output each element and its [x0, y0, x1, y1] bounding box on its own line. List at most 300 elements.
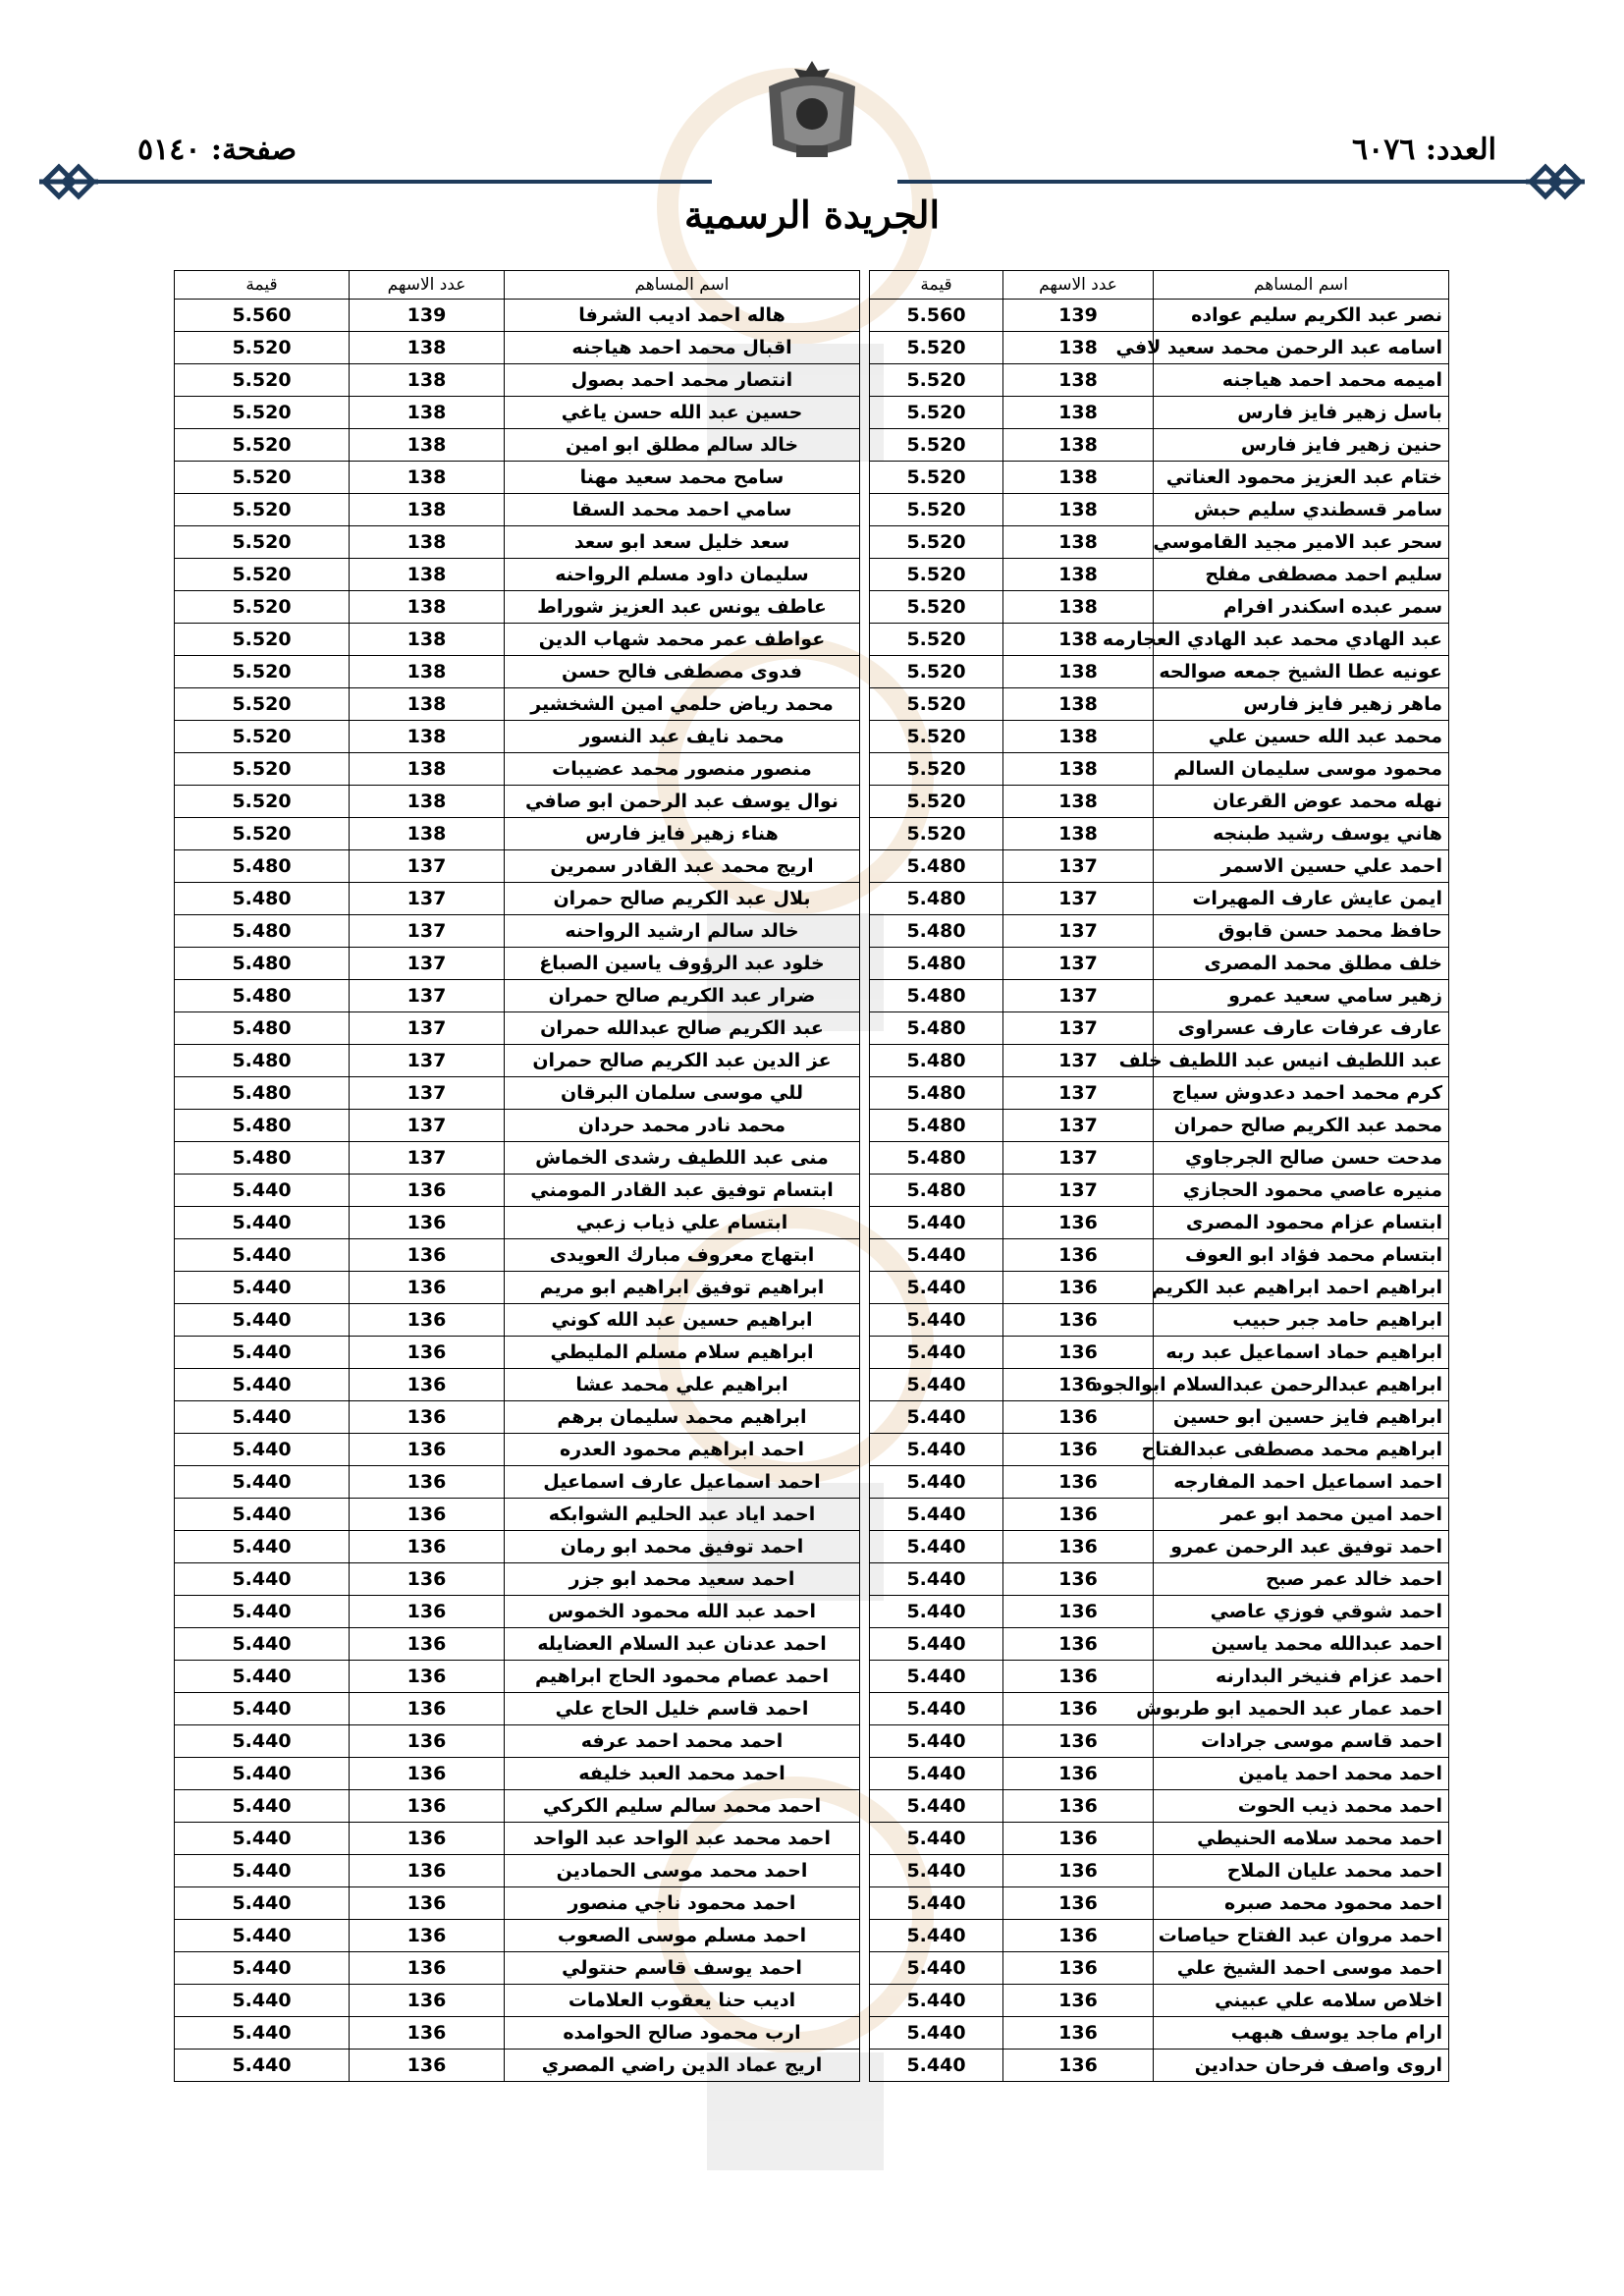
shareholder-name: حنين زهير فايز فارس [1154, 429, 1449, 462]
share-count: 136 [350, 1239, 505, 1272]
shareholder-name: احمد ابراهيم محمود العدره [505, 1434, 860, 1466]
share-count: 137 [350, 1012, 505, 1045]
share-value: 5.440 [175, 1790, 350, 1823]
shareholder-name: احمد محمود ناجي منصور [505, 1887, 860, 1920]
shareholder-name: نهله محمد عوض القرعان [1154, 786, 1449, 818]
share-count: 138 [350, 526, 505, 559]
share-value: 5.440 [870, 1434, 1003, 1466]
share-count: 137 [350, 850, 505, 883]
shareholder-name: احمد عدنان عبد السلام العضايله [505, 1628, 860, 1661]
share-value: 5.440 [870, 1272, 1003, 1304]
table-row [175, 2050, 1449, 2082]
share-count: 136 [1003, 1725, 1154, 1758]
share-count: 138 [1003, 397, 1154, 429]
share-count: 137 [1003, 1142, 1154, 1175]
share-count: 137 [1003, 915, 1154, 948]
table-row [175, 1725, 1449, 1758]
col-header-shares: عدد الاسهم [1003, 271, 1154, 300]
shareholder-name: احمد قاسم موسى جرادات [1154, 1725, 1449, 1758]
share-count: 136 [350, 1499, 505, 1531]
table-row [175, 1596, 1449, 1628]
shareholder-name: اريج عماد الدين راضي المصري [505, 2050, 860, 2082]
shareholder-name: احمد عمار عبد الحميد ابو طربوش [1154, 1693, 1449, 1725]
share-count: 138 [1003, 332, 1154, 364]
share-count: 136 [350, 1207, 505, 1239]
table-row [175, 1045, 1449, 1077]
table-row [175, 850, 1449, 883]
shareholder-name: محمود موسى سليمان السالم [1154, 753, 1449, 786]
share-value: 5.440 [870, 1401, 1003, 1434]
share-value: 5.440 [175, 1855, 350, 1887]
share-value: 5.480 [870, 1175, 1003, 1207]
shareholder-name: احمد محمد عبد الواحد عبد الواحد [505, 1823, 860, 1855]
share-value: 5.520 [175, 462, 350, 494]
shareholder-name: عز الدين عبد الكريم صالح حمران [505, 1045, 860, 1077]
share-value: 5.440 [870, 1758, 1003, 1790]
share-count: 136 [350, 1434, 505, 1466]
table-header-row [175, 271, 1449, 300]
share-value: 5.440 [175, 1985, 350, 2017]
share-count: 137 [350, 980, 505, 1012]
share-count: 136 [1003, 1369, 1154, 1401]
share-value: 5.480 [870, 915, 1003, 948]
share-count: 136 [1003, 2050, 1154, 2082]
share-value: 5.520 [870, 332, 1003, 364]
share-value: 5.440 [175, 1563, 350, 1596]
share-value: 5.520 [175, 559, 350, 591]
shareholders-table [174, 270, 1449, 2082]
share-count: 136 [350, 1985, 505, 2017]
share-value: 5.440 [870, 1725, 1003, 1758]
table-row [175, 1369, 1449, 1401]
share-count: 138 [350, 721, 505, 753]
shareholder-name: احمد محمد سالم سليم الكركي [505, 1790, 860, 1823]
shareholder-name: عبد الهادي محمد عبد الهادي العجارمه [1154, 624, 1449, 656]
share-count: 138 [350, 494, 505, 526]
share-count: 136 [350, 1758, 505, 1790]
share-count: 137 [1003, 1045, 1154, 1077]
share-count: 136 [1003, 1823, 1154, 1855]
shareholder-name: عواطف عمر محمد شهاب الدين [505, 624, 860, 656]
share-value: 5.520 [870, 591, 1003, 624]
shareholder-name: زهير سامي سعيد عمرو [1154, 980, 1449, 1012]
share-value: 5.440 [175, 1434, 350, 1466]
share-count: 138 [1003, 429, 1154, 462]
share-count: 138 [350, 786, 505, 818]
shareholder-name: ابراهيم سلام مسلم المليطي [505, 1337, 860, 1369]
shareholder-name: احمد مسلم موسى الصعوب [505, 1920, 860, 1952]
share-value: 5.440 [175, 1499, 350, 1531]
share-value: 5.520 [175, 591, 350, 624]
shareholder-name: خالد سالم مطلق ابو امين [505, 429, 860, 462]
share-count: 136 [1003, 1434, 1154, 1466]
share-value: 5.440 [870, 1887, 1003, 1920]
table-row [175, 429, 1449, 462]
shareholder-name: احمد خالد عمر صبح [1154, 1563, 1449, 1596]
share-count: 138 [350, 462, 505, 494]
share-value: 5.440 [175, 1628, 350, 1661]
table-row [175, 1142, 1449, 1175]
shareholder-name: احمد امين محمد ابو عمر [1154, 1499, 1449, 1531]
col-header-name: اسم المساهم [505, 271, 860, 300]
col-header-value: قيمة [870, 271, 1003, 300]
share-count: 136 [350, 1272, 505, 1304]
table-row [175, 915, 1449, 948]
share-value: 5.440 [175, 1401, 350, 1434]
share-value: 5.520 [870, 526, 1003, 559]
shareholder-name: اديب حنا يعقوب العلامات [505, 1985, 860, 2017]
table-row [175, 721, 1449, 753]
share-value: 5.520 [870, 559, 1003, 591]
shareholder-name: اميمه محمد احمد هياجنه [1154, 364, 1449, 397]
table-row [175, 1337, 1449, 1369]
share-count: 137 [1003, 1077, 1154, 1110]
shareholder-name: احمد محمد العبد خليفه [505, 1758, 860, 1790]
share-value: 5.480 [870, 1110, 1003, 1142]
share-count: 136 [1003, 1985, 1154, 2017]
shareholder-name: خلف مطلق محمد المصرى [1154, 948, 1449, 980]
shareholder-name: احمد اياد عبد الحليم الشوابكه [505, 1499, 860, 1531]
shareholder-name: احمد شوقي فوزي عاصي [1154, 1596, 1449, 1628]
share-count: 136 [350, 1920, 505, 1952]
table-row [175, 1239, 1449, 1272]
share-count: 137 [350, 1045, 505, 1077]
table-row [175, 591, 1449, 624]
share-value: 5.440 [870, 1693, 1003, 1725]
share-count: 138 [1003, 624, 1154, 656]
share-count: 138 [1003, 526, 1154, 559]
shareholder-name: محمد عبد الله حسين علي [1154, 721, 1449, 753]
share-value: 5.480 [870, 1012, 1003, 1045]
share-value: 5.440 [175, 2050, 350, 2082]
share-count: 136 [350, 1563, 505, 1596]
table-row [175, 1466, 1449, 1499]
shareholder-name: منصور منصور محمد عضيبات [505, 753, 860, 786]
share-value: 5.440 [175, 1239, 350, 1272]
share-count: 136 [350, 1628, 505, 1661]
table-row [175, 1499, 1449, 1531]
shareholder-name: خلود عبد الرؤوف ياسين الصباغ [505, 948, 860, 980]
share-count: 136 [1003, 1466, 1154, 1499]
shareholder-name: ابراهيم محمد مصطفى عبدالفتاح [1154, 1434, 1449, 1466]
shareholder-name: ايمن عايش عارف المهيرات [1154, 883, 1449, 915]
share-value: 5.440 [870, 1304, 1003, 1337]
table-row [175, 1207, 1449, 1239]
table-row [175, 883, 1449, 915]
table-row [175, 818, 1449, 850]
share-count: 137 [1003, 1175, 1154, 1207]
share-value: 5.440 [175, 1758, 350, 1790]
shareholder-name: احمد عزام فنيخر البدارنه [1154, 1661, 1449, 1693]
share-value: 5.520 [175, 364, 350, 397]
share-value: 5.520 [175, 753, 350, 786]
share-value: 5.440 [870, 1661, 1003, 1693]
share-count: 136 [350, 1337, 505, 1369]
table-row [175, 397, 1449, 429]
share-count: 136 [1003, 1563, 1154, 1596]
shareholder-name: احمد محمد عليان الملاح [1154, 1855, 1449, 1887]
share-count: 136 [350, 1531, 505, 1563]
table-row [175, 1661, 1449, 1693]
share-count: 136 [350, 1401, 505, 1434]
shareholder-name: ابتهاج معروف مبارك العويدى [505, 1239, 860, 1272]
share-count: 138 [350, 397, 505, 429]
table-row [175, 1401, 1449, 1434]
share-count: 136 [350, 1596, 505, 1628]
shareholder-name: محمد نايف عبد النسور [505, 721, 860, 753]
share-value: 5.520 [175, 786, 350, 818]
shareholder-name: منيره عاصي محمود الحجازي [1154, 1175, 1449, 1207]
share-count: 136 [350, 1693, 505, 1725]
share-count: 137 [350, 915, 505, 948]
shareholder-name: احمد اسماعيل احمد المفارجه [1154, 1466, 1449, 1499]
share-value: 5.440 [870, 1239, 1003, 1272]
shareholder-name: احمد يوسف قاسم حنتولي [505, 1952, 860, 1985]
table-row [175, 1434, 1449, 1466]
share-value: 5.520 [870, 721, 1003, 753]
share-count: 136 [1003, 1758, 1154, 1790]
table-row [175, 980, 1449, 1012]
share-value: 5.440 [175, 1304, 350, 1337]
share-value: 5.440 [870, 1920, 1003, 1952]
shareholder-name: احمد محمد ذيب الحوت [1154, 1790, 1449, 1823]
shareholder-name: سامح محمد سعيد مهنا [505, 462, 860, 494]
share-count: 137 [350, 948, 505, 980]
shareholder-name: ابراهيم عبدالرحمن عبدالسلام ابوالجود [1154, 1369, 1449, 1401]
share-value: 5.440 [175, 1369, 350, 1401]
share-value: 5.440 [175, 1531, 350, 1563]
table-row [175, 1304, 1449, 1337]
share-count: 136 [350, 1304, 505, 1337]
share-value: 5.440 [870, 1855, 1003, 1887]
share-count: 137 [350, 1110, 505, 1142]
shareholder-name: محمد عبد الكريم صالح حمران [1154, 1110, 1449, 1142]
shareholder-name: احمد مروان عبد الفتاح حياصات [1154, 1920, 1449, 1952]
table-row [175, 2017, 1449, 2050]
table-row [175, 1952, 1449, 1985]
share-count: 136 [350, 1175, 505, 1207]
share-count: 138 [1003, 494, 1154, 526]
shareholder-name: فدوى مصطفى فالح حسن [505, 656, 860, 688]
share-count: 136 [1003, 2017, 1154, 2050]
shareholder-name: سامي احمد محمد السقا [505, 494, 860, 526]
table-row [175, 1790, 1449, 1823]
col-header-name: اسم المساهم [1154, 271, 1449, 300]
table-row [175, 1887, 1449, 1920]
share-value: 5.480 [175, 850, 350, 883]
shareholder-name: هاله احمد اديب الشرفا [505, 300, 860, 332]
shareholder-name: ماهر زهير فايز فارس [1154, 688, 1449, 721]
shareholder-name: مدحت حسن صالح الجرجاوي [1154, 1142, 1449, 1175]
share-value: 5.440 [175, 1337, 350, 1369]
shareholder-name: ضرار عبد الكريم صالح حمران [505, 980, 860, 1012]
share-value: 5.480 [870, 883, 1003, 915]
shareholder-name: ابتسام عزام محمود المصرى [1154, 1207, 1449, 1239]
share-value: 5.520 [175, 332, 350, 364]
shareholder-name: ابراهيم محمد سليمان برهم [505, 1401, 860, 1434]
share-count: 136 [1003, 1207, 1154, 1239]
share-value: 5.440 [175, 1175, 350, 1207]
share-value: 5.520 [175, 494, 350, 526]
share-count: 136 [350, 1887, 505, 1920]
share-value: 5.440 [175, 1823, 350, 1855]
share-value: 5.480 [175, 1110, 350, 1142]
share-value: 5.440 [175, 2017, 350, 2050]
share-count: 138 [350, 429, 505, 462]
share-value: 5.440 [870, 1207, 1003, 1239]
shareholder-name: سحر عبد الامير مجيد القاموسي [1154, 526, 1449, 559]
share-value: 5.480 [175, 948, 350, 980]
share-value: 5.440 [870, 1531, 1003, 1563]
share-count: 137 [350, 1077, 505, 1110]
share-value: 5.520 [175, 688, 350, 721]
shareholder-name: ابراهيم فايز حسين ابو حسين [1154, 1401, 1449, 1434]
share-value: 5.520 [870, 364, 1003, 397]
share-value: 5.480 [870, 1045, 1003, 1077]
share-value: 5.520 [870, 688, 1003, 721]
table-row [175, 1531, 1449, 1563]
table-row [175, 1110, 1449, 1142]
share-value: 5.560 [175, 300, 350, 332]
table-row [175, 1272, 1449, 1304]
share-value: 5.520 [870, 656, 1003, 688]
share-count: 136 [1003, 1499, 1154, 1531]
share-count: 138 [1003, 656, 1154, 688]
share-value: 5.520 [870, 753, 1003, 786]
share-count: 138 [1003, 364, 1154, 397]
shareholder-name: عبد اللطيف انيس عبد اللطيف خلف [1154, 1045, 1449, 1077]
share-value: 5.560 [870, 300, 1003, 332]
share-value: 5.480 [870, 1077, 1003, 1110]
share-count: 136 [1003, 1531, 1154, 1563]
shareholder-name: هناء زهير فايز فارس [505, 818, 860, 850]
table-row [175, 1985, 1449, 2017]
share-value: 5.440 [870, 1466, 1003, 1499]
share-value: 5.480 [175, 1012, 350, 1045]
table-row [175, 1823, 1449, 1855]
share-count: 138 [350, 591, 505, 624]
share-count: 137 [1003, 948, 1154, 980]
shareholder-name: احمد علي حسين الاسمر [1154, 850, 1449, 883]
share-value: 5.520 [870, 624, 1003, 656]
share-value: 5.440 [870, 1952, 1003, 1985]
share-count: 136 [1003, 1401, 1154, 1434]
table-row [175, 1563, 1449, 1596]
share-count: 136 [1003, 1693, 1154, 1725]
shareholder-name: سعد خليل سعد ابو سعد [505, 526, 860, 559]
share-count: 138 [350, 753, 505, 786]
shareholder-name: نوال يوسف عبد الرحمن ابو صافي [505, 786, 860, 818]
table-row [175, 786, 1449, 818]
table-row [175, 1628, 1449, 1661]
share-value: 5.480 [175, 1077, 350, 1110]
shareholder-name: عارف عرفات عارف عسراوى [1154, 1012, 1449, 1045]
shareholder-name: ابراهيم احمد ابراهيم عبد الكريم [1154, 1272, 1449, 1304]
shareholder-name: احمد محمد سلامه الحنيطي [1154, 1823, 1449, 1855]
shareholder-name: احمد محمد احمد عرفه [505, 1725, 860, 1758]
shareholder-name: سمر عبده اسكندر افرام [1154, 591, 1449, 624]
header-rule-right [897, 180, 1526, 184]
shareholder-name: احمد موسى احمد الشيخ علي [1154, 1952, 1449, 1985]
share-count: 138 [350, 818, 505, 850]
share-count: 136 [350, 1369, 505, 1401]
share-value: 5.440 [870, 1985, 1003, 2017]
share-count: 139 [350, 300, 505, 332]
table-row [175, 624, 1449, 656]
share-value: 5.440 [870, 1337, 1003, 1369]
share-value: 5.480 [175, 915, 350, 948]
table-row [175, 1758, 1449, 1790]
shareholder-name: احمد اسماعيل عارف اسماعيل [505, 1466, 860, 1499]
shareholder-name: كرم محمد احمد دعدوش سياج [1154, 1077, 1449, 1110]
share-count: 136 [1003, 1855, 1154, 1887]
share-count: 137 [350, 1142, 505, 1175]
shareholder-name: حسين عبد الله حسن ياغي [505, 397, 860, 429]
shareholder-name: ابراهيم حامد جبر حبيب [1154, 1304, 1449, 1337]
share-count: 136 [350, 1790, 505, 1823]
share-count: 136 [1003, 1790, 1154, 1823]
share-count: 136 [1003, 1952, 1154, 1985]
share-count: 136 [350, 1823, 505, 1855]
shareholder-name: عبد الكريم صالح عبدالله حمران [505, 1012, 860, 1045]
share-count: 136 [1003, 1920, 1154, 1952]
shareholder-name: احمد محمد احمد يامين [1154, 1758, 1449, 1790]
shareholder-name: اقبال محمد احمد هياجنه [505, 332, 860, 364]
table-row [175, 332, 1449, 364]
share-count: 138 [1003, 591, 1154, 624]
share-value: 5.440 [870, 1790, 1003, 1823]
share-value: 5.440 [175, 1272, 350, 1304]
share-value: 5.520 [870, 462, 1003, 494]
share-count: 136 [1003, 1304, 1154, 1337]
share-value: 5.520 [870, 786, 1003, 818]
table-row [175, 688, 1449, 721]
table-row [175, 526, 1449, 559]
share-value: 5.440 [870, 1596, 1003, 1628]
share-value: 5.480 [175, 1045, 350, 1077]
share-count: 138 [1003, 786, 1154, 818]
share-count: 136 [350, 2050, 505, 2082]
shareholder-name: ابراهيم توفيق ابراهيم ابو مريم [505, 1272, 860, 1304]
shareholder-name: انتصار محمد احمد بصول [505, 364, 860, 397]
shareholder-name: اخلاص سلامه علي عبيني [1154, 1985, 1449, 2017]
shareholder-name: سامر قسطندي سليم حبش [1154, 494, 1449, 526]
share-count: 137 [1003, 850, 1154, 883]
share-count: 138 [350, 364, 505, 397]
share-value: 5.480 [870, 948, 1003, 980]
share-value: 5.440 [870, 2050, 1003, 2082]
share-value: 5.440 [870, 1563, 1003, 1596]
share-count: 136 [1003, 1661, 1154, 1693]
col-header-shares: عدد الاسهم [350, 271, 505, 300]
shareholder-name: ابتسام محمد فؤاد ابو العوف [1154, 1239, 1449, 1272]
shareholder-name: منى عبد اللطيف رشدى الخماش [505, 1142, 860, 1175]
shareholder-name: باسل زهير فايز فارس [1154, 397, 1449, 429]
shareholder-name: بلال عبد الكريم صالح حمران [505, 883, 860, 915]
shareholder-name: احمد قاسم خليل الحاج علي [505, 1693, 860, 1725]
share-count: 138 [350, 559, 505, 591]
table-row [175, 364, 1449, 397]
share-count: 136 [1003, 1887, 1154, 1920]
share-value: 5.440 [175, 1466, 350, 1499]
share-count: 136 [1003, 1239, 1154, 1272]
table-row [175, 1693, 1449, 1725]
shareholder-name: نصر عبد الكريم سليم عواده [1154, 300, 1449, 332]
share-count: 138 [1003, 688, 1154, 721]
share-value: 5.520 [175, 721, 350, 753]
share-value: 5.480 [870, 850, 1003, 883]
shareholder-name: ابراهيم حماد اسماعيل عبد ربه [1154, 1337, 1449, 1369]
